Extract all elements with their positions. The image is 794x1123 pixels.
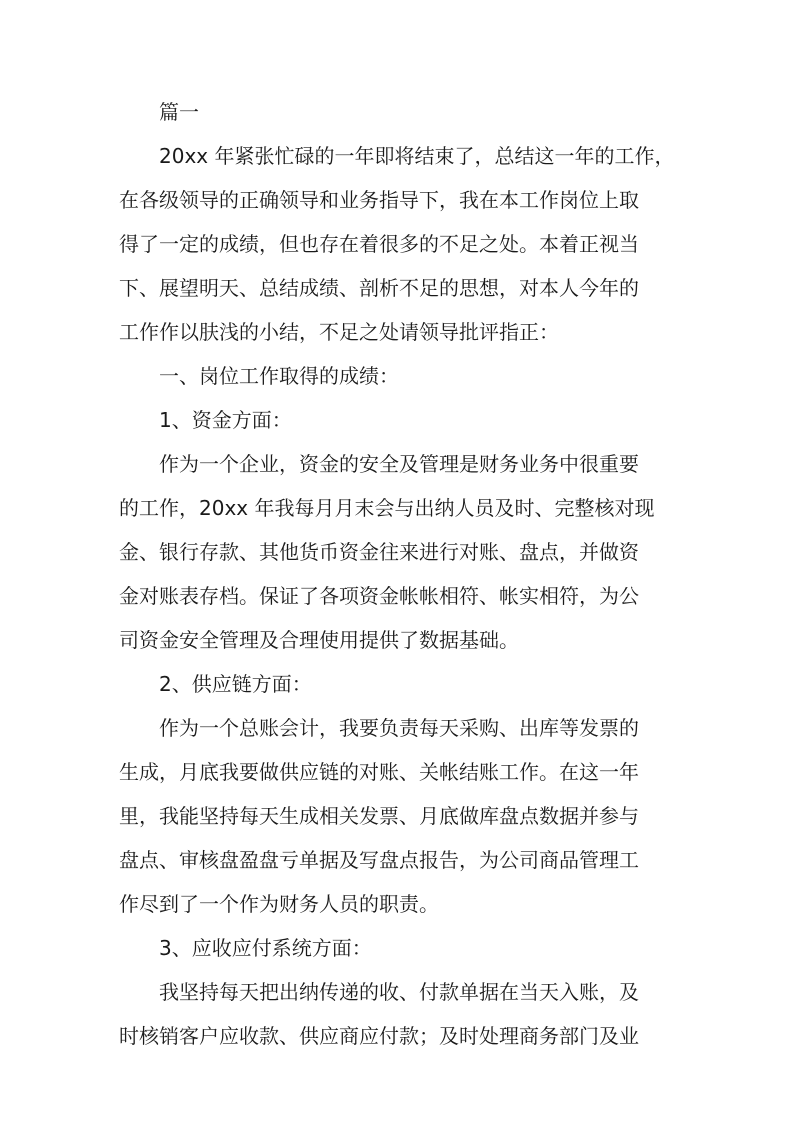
supply-chain-paragraph: 作为一个总账会计，我要负责每天采购、出库等发票的 生成，月底我要做供应链的对账、关帐结账工作。在这一年 里，我能坚持每天生成相关发票、月底做库盘点数据并参与 盘点、审核盘盈盘亏单据及写盘点报告，为公司商品管理工 作尽到了一个作为财务人员的职责。 xyxy=(119,716,639,916)
intro-paragraph: 20xx 年紧张忙碌的一年即将结束了，总结这一年的工作， 在各级领导的正确领导和业务指导下，我在本工作岗位上取 得了一定的成绩，但也存在着很多的不足之处。本着正视当 下、展望明天、总结成绩、剖析不足的思想，对本人今年的 工作作以肤浅的小结，不足之处请领导批评指正： xyxy=(119,144,675,344)
subsection-title-supply-chain: 2、供应链方面： xyxy=(159,672,312,696)
funds-paragraph: 作为一个企业，资金的安全及管理是财务业务中很重要 的工作，20xx 年我每月月末会与出纳人员及时、完整核对现 金、银行存款、其他货币资金往来进行对账、盘点，并做资 金对账表存档。保证了各项资金帐帐相符、帐实相符，为公 司资金安全管理及合理使用提供了数据基础。 xyxy=(119,452,655,652)
section-heading: 篇一 xyxy=(159,100,199,124)
receivables-paragraph: 我坚持每天把出纳传递的收、付款单据在当天入账，及 时核销客户应收款、供应商应付款；及时处理商务部门及业 xyxy=(119,980,639,1048)
subsection-title-funds: 1、资金方面： xyxy=(159,408,292,432)
document-body xyxy=(119,90,679,1058)
subsection-title-receivables: 3、应收应付系统方面： xyxy=(159,936,372,960)
section-title-achievements: 一、岗位工作取得的成绩： xyxy=(159,364,399,388)
